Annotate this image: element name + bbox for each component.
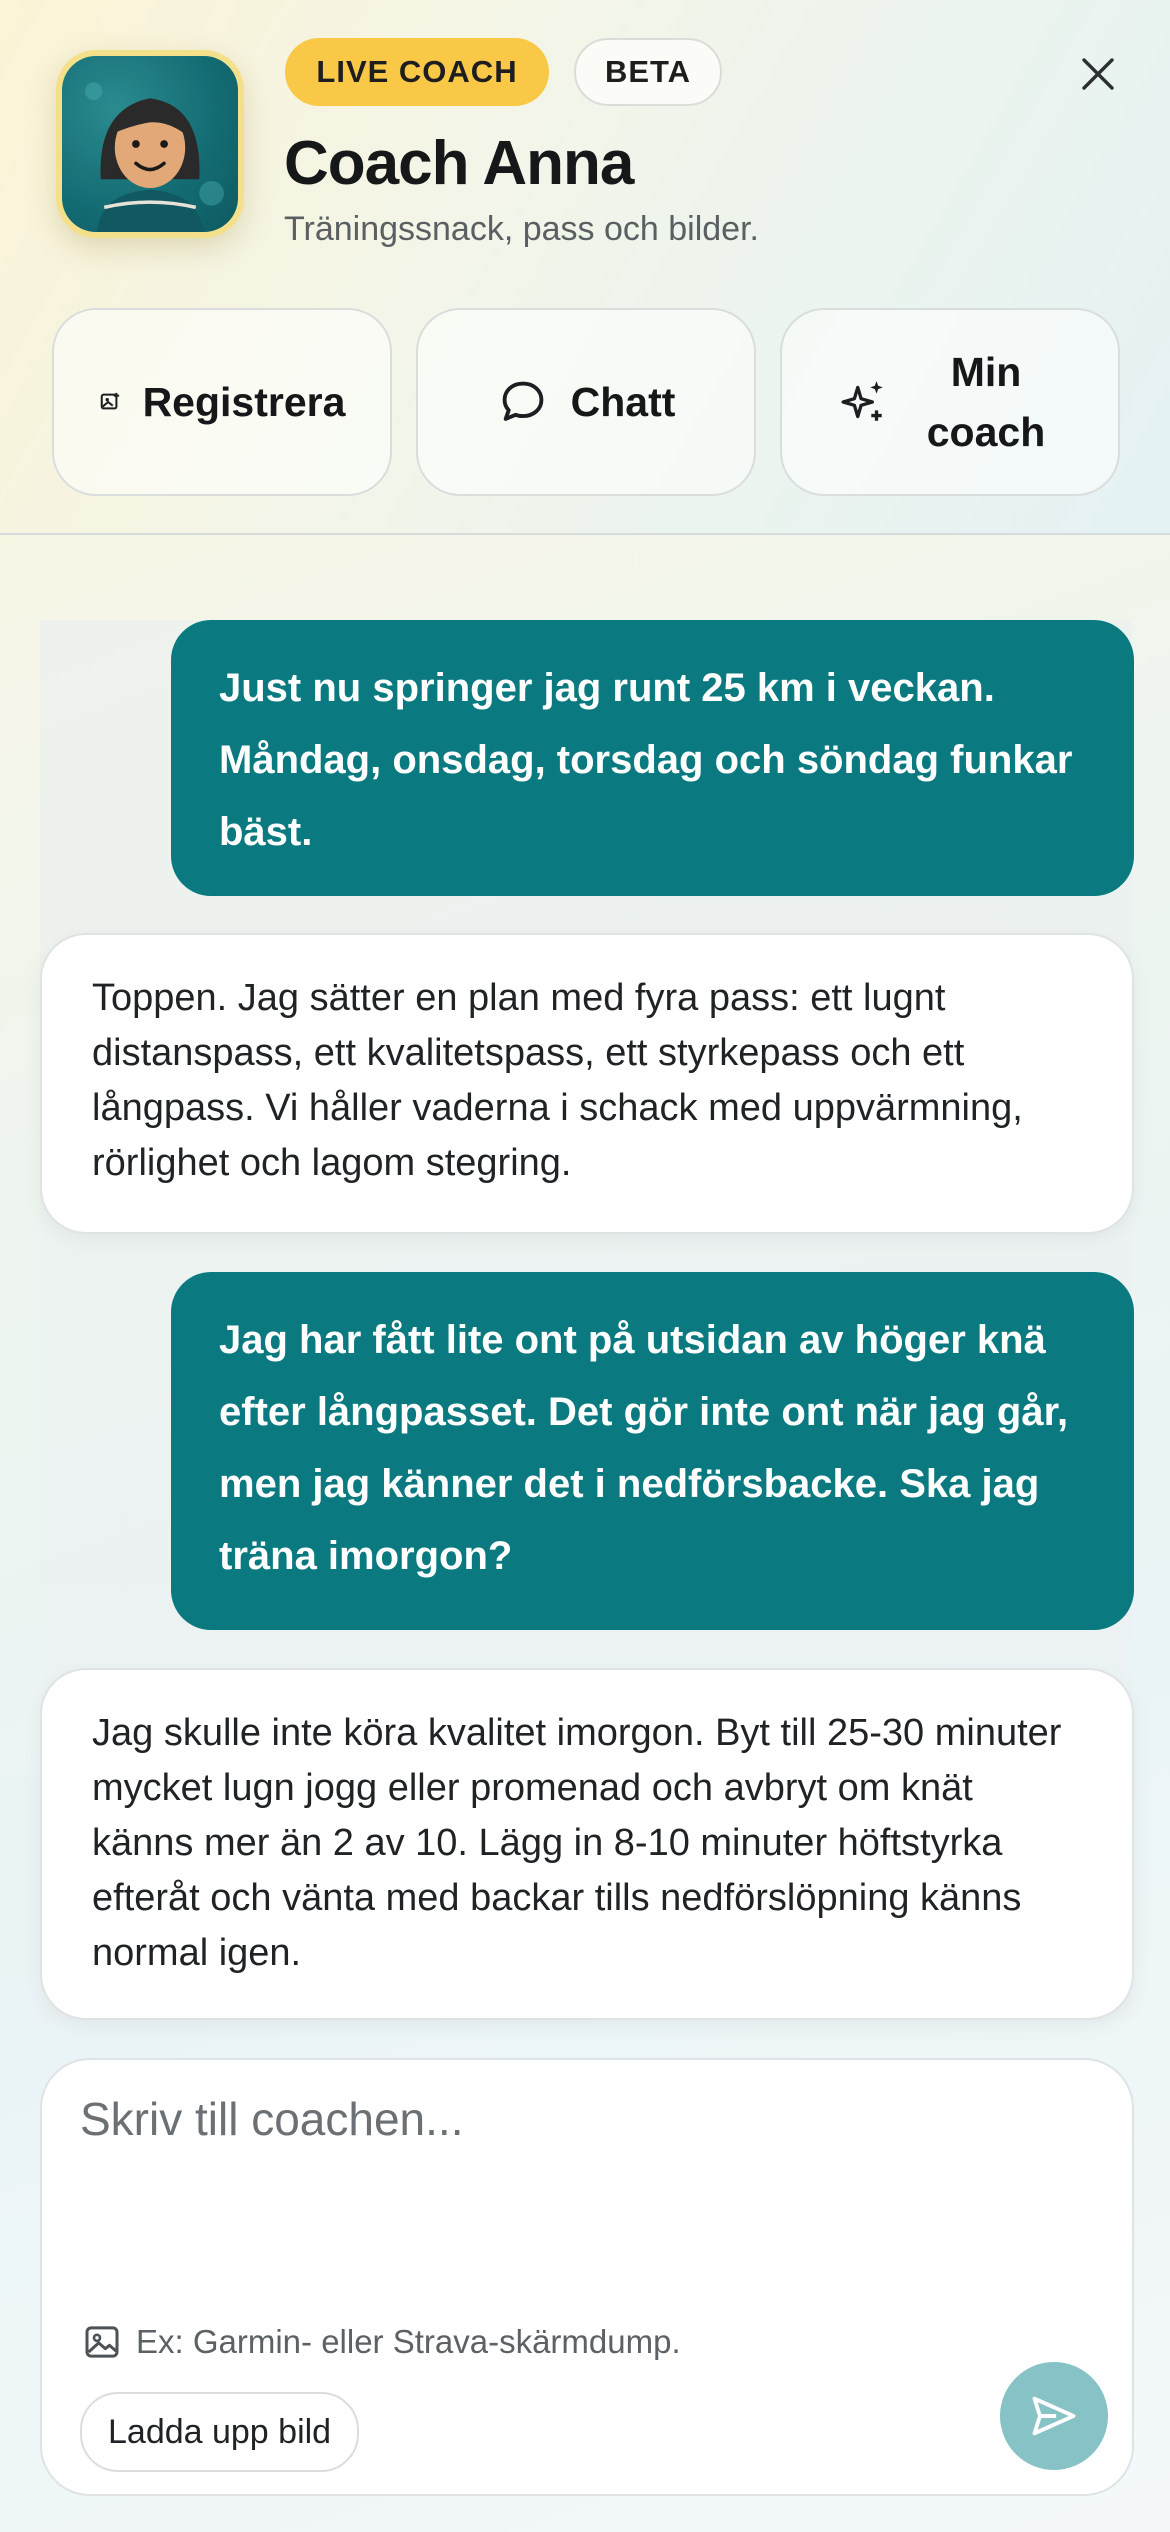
image-icon [82, 2322, 122, 2362]
close-icon [1078, 54, 1118, 94]
image-upload-icon [99, 391, 121, 413]
user-message: Jag har fått lite ont på utsidan av höger knä efter långpasset. Det gör inte ont när jag går, men jag känner det i nedförsbacke. Ska jag träna imorgon? [171, 1272, 1134, 1630]
coach-avatar-illustration [62, 56, 238, 232]
send-button[interactable] [1000, 2362, 1108, 2470]
beta-badge: BETA [574, 38, 722, 106]
coach-message: Toppen. Jag sätter en plan med fyra pass: ett lugnt distanspass, ett kvalitetspass, ett styrkepass och ett långpass. Vi håller vaderna i schack med uppvärmning, rörlighet och lagom stegring. [40, 933, 1134, 1234]
coach-message: Jag skulle inte köra kvalitet imorgon. Byt till 25-30 minuter mycket lugn jogg eller promenad och avbryt om knät känns mer än 2 av 10. Lägg in 8-10 minuter höftstyrka efteråt och vänta med backar tills nedförslöpning känns normal igen. [40, 1668, 1134, 2020]
chat-label: Chatt [570, 378, 676, 425]
message-input[interactable] [78, 2090, 1092, 2254]
my-coach-button[interactable] [780, 308, 1120, 496]
my-coach-label: Min coach [926, 349, 1046, 455]
chat-bubble-icon [497, 376, 549, 428]
send-icon [1028, 2390, 1080, 2442]
message-composer [40, 2058, 1134, 2496]
register-button[interactable] [52, 308, 392, 496]
sparkles-icon [839, 377, 889, 427]
upload-image-button[interactable]: Ladda upp bild [80, 2392, 359, 2472]
upload-hint [82, 2322, 681, 2362]
coach-header [0, 0, 1170, 535]
live-coach-badge: LIVE COACH [285, 38, 549, 106]
close-button[interactable] [1070, 46, 1126, 102]
coach-avatar [56, 50, 244, 238]
page-title: Coach Anna [284, 129, 634, 198]
register-label: Registrera [142, 378, 346, 425]
user-message: Just nu springer jag runt 25 km i veckan. Måndag, onsdag, torsdag och söndag funkar bäst. [171, 620, 1134, 896]
chat-button[interactable] [416, 308, 756, 496]
upload-hint-text: Ex: Garmin- eller Strava-skärmdump. [136, 2323, 681, 2360]
page-subtitle: Träningssnack, pass och bilder. [284, 210, 759, 248]
